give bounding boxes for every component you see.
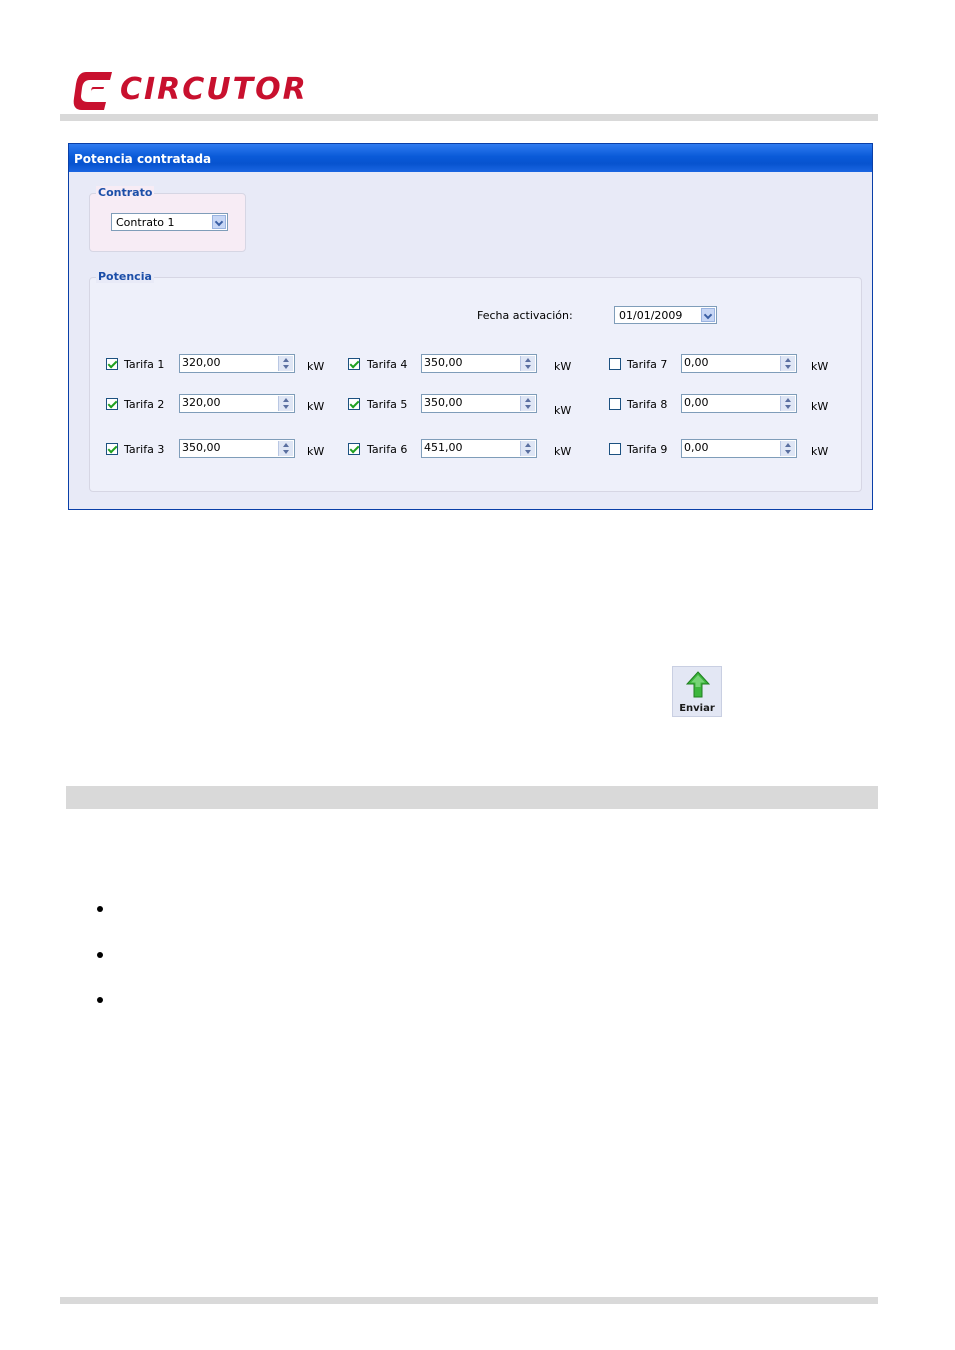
list-bullet	[97, 997, 103, 1003]
tarifa-9-label: Tarifa 9	[627, 443, 668, 456]
tarifa-1-unit: kW	[307, 360, 325, 373]
tarifa-9-unit: kW	[811, 445, 829, 458]
chevron-down-icon[interactable]	[701, 308, 715, 322]
green-up-arrow-icon	[686, 671, 710, 699]
spinner-arrows-icon[interactable]	[780, 441, 795, 456]
tarifa-4-checkbox[interactable]	[348, 358, 360, 370]
tarifa-4-unit: kW	[554, 360, 572, 373]
tarifa-8-stepper[interactable]	[681, 394, 797, 413]
tarifa-1-label: Tarifa 1	[124, 358, 165, 371]
tarifa-1-stepper[interactable]	[179, 354, 295, 373]
tarifa-1-value: 320,00	[182, 356, 221, 369]
tarifa-8-value: 0,00	[684, 396, 709, 409]
potencia-contratada-window	[68, 143, 873, 510]
tarifa-7-value: 0,00	[684, 356, 709, 369]
tarifa-9-checkbox[interactable]	[609, 443, 621, 455]
potencia-legend: Potencia	[98, 270, 152, 283]
tarifa-2-checkbox[interactable]	[106, 398, 118, 410]
spinner-arrows-icon[interactable]	[278, 396, 293, 411]
tarifa-5-stepper[interactable]	[421, 394, 537, 413]
tarifa-4-stepper[interactable]	[421, 354, 537, 373]
tarifa-6-unit: kW	[554, 445, 572, 458]
footer-divider	[60, 1297, 878, 1304]
fecha-activacion-select[interactable]	[614, 306, 717, 324]
spinner-arrows-icon[interactable]	[278, 441, 293, 456]
contrato-select-value: Contrato 1	[116, 216, 175, 229]
spinner-arrows-icon[interactable]	[520, 396, 535, 411]
spinner-arrows-icon[interactable]	[780, 396, 795, 411]
tarifa-3-stepper[interactable]	[179, 439, 295, 458]
spinner-arrows-icon[interactable]	[520, 441, 535, 456]
tarifa-4-value: 350,00	[424, 356, 463, 369]
tarifa-5-checkbox[interactable]	[348, 398, 360, 410]
tarifa-9-stepper[interactable]	[681, 439, 797, 458]
tarifa-7-checkbox[interactable]	[609, 358, 621, 370]
tarifa-3-unit: kW	[307, 445, 325, 458]
spinner-arrows-icon[interactable]	[780, 356, 795, 371]
tarifa-2-label: Tarifa 2	[124, 398, 165, 411]
window-titlebar[interactable]	[69, 144, 872, 172]
fecha-activacion-value: 01/01/2009	[619, 309, 683, 322]
tarifa-7-label: Tarifa 7	[627, 358, 668, 371]
tarifa-2-stepper[interactable]	[179, 394, 295, 413]
list-bullet	[97, 906, 103, 912]
potencia-group	[89, 270, 862, 492]
contrato-group	[89, 186, 246, 252]
tarifa-3-value: 350,00	[182, 441, 221, 454]
tarifa-8-label: Tarifa 8	[627, 398, 668, 411]
list-bullet	[97, 952, 103, 958]
tarifa-3-label: Tarifa 3	[124, 443, 165, 456]
tarifa-2-value: 320,00	[182, 396, 221, 409]
tarifa-2-unit: kW	[307, 400, 325, 413]
spinner-arrows-icon[interactable]	[278, 356, 293, 371]
enviar-button[interactable]	[672, 666, 722, 717]
contrato-legend: Contrato	[98, 186, 153, 199]
window-client-area	[72, 172, 869, 506]
tarifa-8-unit: kW	[811, 400, 829, 413]
circutor-logo-icon	[72, 70, 116, 112]
fecha-activacion-label: Fecha activación:	[477, 309, 573, 322]
tarifa-5-unit: kW	[554, 404, 572, 417]
contrato-select[interactable]	[111, 213, 228, 231]
enviar-label: Enviar	[679, 703, 715, 714]
tarifa-6-value: 451,00	[424, 441, 463, 454]
tarifa-7-stepper[interactable]	[681, 354, 797, 373]
tarifa-6-checkbox[interactable]	[348, 443, 360, 455]
tarifa-1-checkbox[interactable]	[106, 358, 118, 370]
tarifa-5-label: Tarifa 5	[367, 398, 408, 411]
header-divider	[60, 114, 878, 121]
logo-text: CIRCUTOR	[120, 72, 308, 107]
tarifa-3-checkbox[interactable]	[106, 443, 118, 455]
window-title: Potencia contratada	[74, 152, 212, 166]
section-header-bar	[66, 786, 878, 809]
chevron-down-icon[interactable]	[212, 215, 226, 229]
tarifa-7-unit: kW	[811, 360, 829, 373]
tarifa-4-label: Tarifa 4	[367, 358, 408, 371]
tarifa-8-checkbox[interactable]	[609, 398, 621, 410]
spinner-arrows-icon[interactable]	[520, 356, 535, 371]
tarifa-6-label: Tarifa 6	[367, 443, 408, 456]
tarifa-9-value: 0,00	[684, 441, 709, 454]
tarifa-5-value: 350,00	[424, 396, 463, 409]
tarifa-6-stepper[interactable]	[421, 439, 537, 458]
